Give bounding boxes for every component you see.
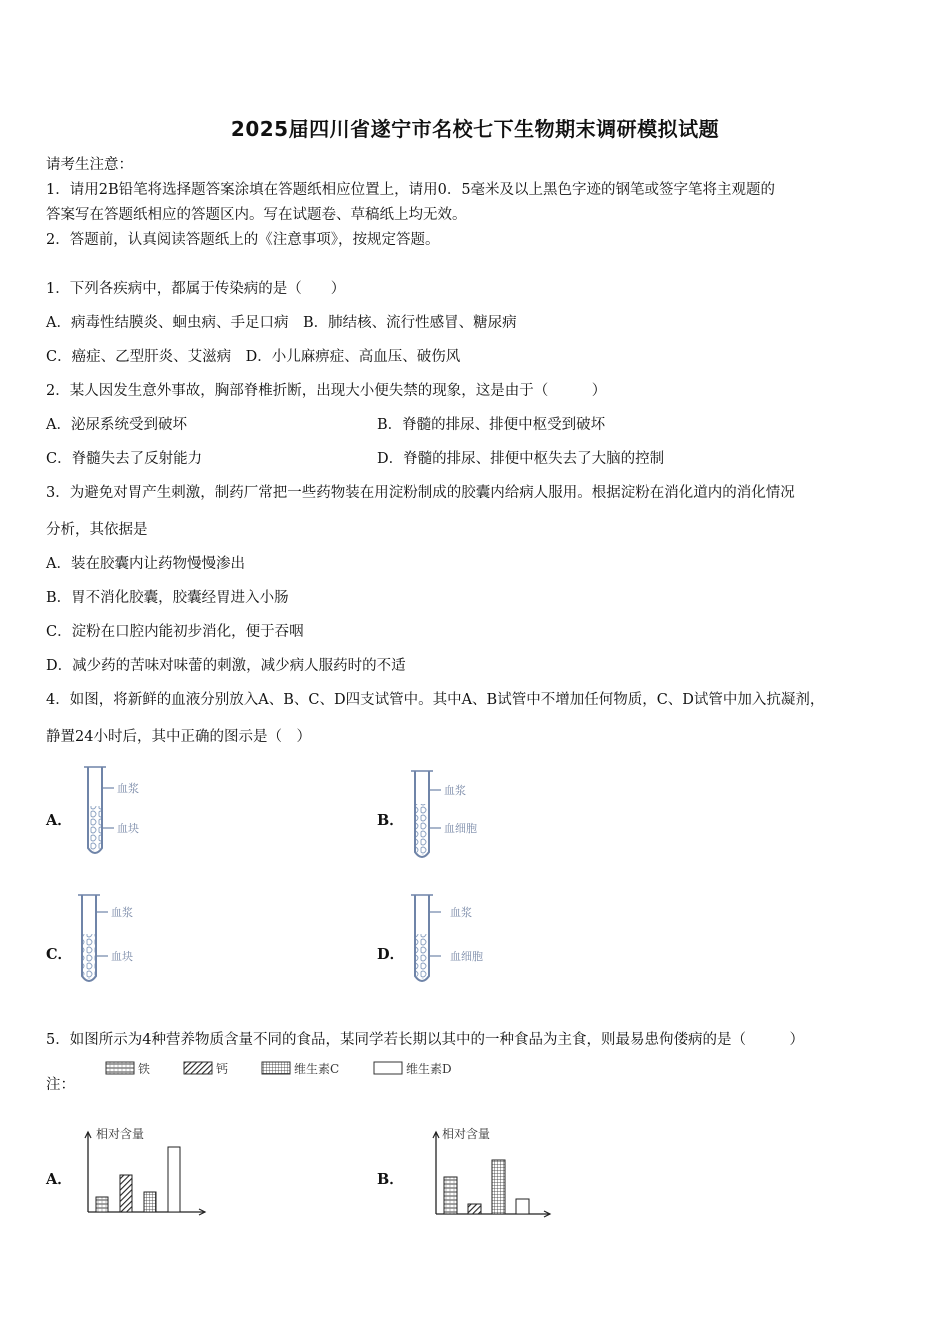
q4-label-b: B．: [377, 812, 404, 829]
test-tube-d: [404, 890, 514, 990]
notice-line-2: 2．答题前，认真阅读答题纸上的《注意事项》，按规定答题。: [46, 232, 440, 248]
page-title: 2025届四川省遂宁市名校七下生物期末调研模拟试题: [230, 117, 720, 141]
legend-vitd: 维生素D: [406, 1062, 452, 1076]
tube-b-bottom-label: 血细胞: [444, 822, 477, 835]
tube-d-top-label: 血浆: [450, 906, 472, 919]
tube-d-bottom-label: 血细胞: [450, 950, 483, 963]
tube-a-top-label: 血浆: [117, 782, 139, 795]
tube-a-bottom-label: 血块: [117, 822, 139, 835]
legend-calcium: 钙: [216, 1062, 229, 1076]
q4-stem-2: 静置24小时后，其中正确的图示是（ ）: [46, 729, 311, 745]
legend-vitc: 维生素C: [294, 1062, 340, 1076]
q5-label-b: B．: [377, 1171, 404, 1188]
test-tube-b: [404, 766, 514, 866]
tube-b-top-label: 血浆: [444, 784, 466, 797]
q5-chart-a: [80, 1122, 210, 1222]
notice-line-1: 1．请用2B铅笔将选择题答案涂填在答题纸相应位置上，请用0．5毫米及以上黑色字迹的钢笔或签字笔将主观题的: [46, 182, 776, 198]
test-tube-a: [74, 762, 184, 862]
tube-c-bottom-label: 血块: [111, 950, 133, 963]
chart-a-bar-calcium: [120, 1175, 132, 1212]
q4-label-d: D．: [377, 946, 405, 963]
q5-label-a: A．: [46, 1171, 72, 1188]
q2-option-b: B．脊髓的排尿、排便中枢受到破坏: [377, 417, 606, 433]
q2-option-c: C．脊髓失去了反射能力: [46, 451, 203, 467]
chart-a-ylabel: 相对含量: [96, 1127, 145, 1141]
q3-stem-1: 3．为避免对胃产生刺激，制药厂常把一些药物装在用淀粉制成的胶囊内给病人服用。根据淀粉在消化道内的消化情况: [46, 485, 795, 501]
chart-a-bar-vitc: [144, 1192, 156, 1212]
q3-stem-2: 分析，其依据是: [46, 522, 148, 538]
q2-option-a: A．泌尿系统受到破坏: [46, 417, 187, 433]
chart-b-bar-vitc: [492, 1160, 505, 1214]
q4-stem-1: 4．如图，将新鲜的血液分别放入A、B、C、D四支试管中。其中A、B试管中不增加任何物质，C、D试管中加入抗凝剂，: [46, 692, 825, 708]
chart-a-bar-vitd: [168, 1147, 180, 1212]
legend-vitc-swatch: [262, 1062, 290, 1074]
q2-stem: 2．某人因发生意外事故，胸部脊椎折断，出现大小便失禁的现象，这是由于（ ）: [46, 383, 607, 399]
q5-stem: 5．如图所示为4种营养物质含量不同的食品，某同学若长期以其中的一种食品为主食，则最易患佝偻病的是（ ）: [46, 1032, 804, 1048]
test-tube-c: [70, 890, 180, 990]
legend-vitd-swatch: [374, 1062, 402, 1074]
legend-iron: 铁: [138, 1062, 151, 1076]
q3-option-b: B．胃不消化胶囊，胶囊经胃进入小肠: [46, 590, 289, 606]
q3-option-d: D．减少药的苦味对味蕾的刺激，减少病人服药时的不适: [46, 658, 406, 674]
q5-note-label: 注：: [46, 1077, 75, 1093]
q1-stem: 1．下列各疾病中，都属于传染病的是（ ）: [46, 281, 346, 297]
q1-options-ab: A．病毒性结膜炎、蛔虫病、手足口病 B．肺结核、流行性感冒、糖尿病: [46, 315, 517, 331]
chart-a-bar-iron: [96, 1197, 108, 1212]
q5-chart-b: [428, 1122, 558, 1222]
legend-iron-swatch: [106, 1062, 134, 1074]
chart-b-ylabel: 相对含量: [442, 1127, 491, 1141]
chart-b-bar-iron: [444, 1177, 457, 1214]
q2-option-d: D．脊髓的排尿、排便中枢失去了大脑的控制: [377, 451, 665, 467]
q4-label-a: A．: [46, 812, 72, 829]
chart-b-bar-vitd: [516, 1199, 529, 1214]
q5-legend: [104, 1058, 484, 1080]
q3-option-a: A．装在胶囊内让药物慢慢渗出: [46, 556, 245, 572]
notice-heading: 请考生注意：: [46, 157, 133, 173]
chart-b-bar-calcium: [468, 1204, 481, 1214]
tube-c-top-label: 血浆: [111, 906, 133, 919]
notice-line-1b: 答案写在答题纸相应的答题区内。写在试题卷、草稿纸上均无效。: [46, 207, 467, 223]
q3-option-c: C．淀粉在口腔内能初步消化，便于吞咽: [46, 624, 304, 640]
legend-calcium-swatch: [184, 1062, 212, 1074]
q1-options-cd: C．癌症、乙型肝炎、艾滋病 D．小儿麻痹症、高血压、破伤风: [46, 349, 461, 365]
q4-label-c: C．: [46, 946, 73, 963]
